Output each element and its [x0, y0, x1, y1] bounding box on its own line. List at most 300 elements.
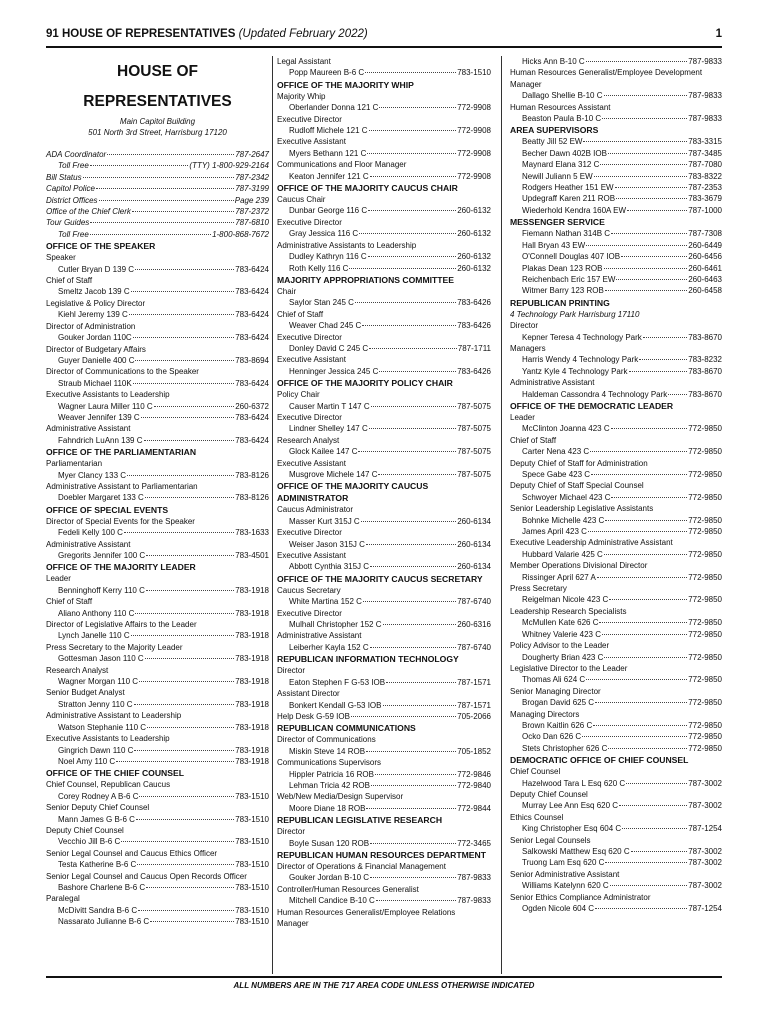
- dot-leader: [121, 841, 234, 842]
- role-title: Deputy Chief Counsel: [46, 825, 124, 835]
- directory-entry: [46, 355, 269, 366]
- entry-phone: 783-6424: [235, 435, 269, 445]
- section-heading: OFFICE OF THE MAJORITY WHIP: [277, 79, 414, 90]
- entry-phone: 783-3679: [688, 194, 722, 204]
- dot-leader: [146, 555, 234, 556]
- entry-phone: 705-1852: [457, 746, 491, 756]
- role-title: Communications Supervisors: [277, 758, 382, 768]
- directory-entry: [510, 526, 722, 537]
- entry-name: Weaver Chad 245 C: [289, 321, 362, 331]
- entry-name: Spece Gabe 423 C: [522, 470, 591, 479]
- dot-leader: [135, 269, 234, 270]
- entry-name: Bill Status: [46, 172, 82, 182]
- column-divider-2: [501, 56, 502, 974]
- entry-name: Newill Juliann 5 EW: [522, 171, 593, 181]
- dot-leader: [129, 314, 234, 315]
- dot-leader: [369, 130, 457, 131]
- role-title: Research Analyst: [46, 665, 109, 675]
- directory-entry: [277, 469, 491, 480]
- entry-name: Vecchio Jill B-6 C: [58, 837, 121, 847]
- entry-phone: 787-5075: [457, 447, 491, 457]
- directory-entry: [277, 205, 491, 216]
- directory-entry: [510, 332, 722, 343]
- dot-leader: [365, 72, 456, 73]
- entry-name: Reichenbach Eric 157 EW: [522, 274, 616, 284]
- entry-phone: 772-9850: [688, 572, 722, 582]
- dot-leader: [668, 394, 687, 395]
- dot-leader: [600, 164, 687, 165]
- entry-phone: 787-1571: [457, 700, 491, 710]
- entry-phone: 783-8670: [688, 366, 722, 376]
- dot-leader: [349, 268, 456, 269]
- entry-name: Carter Nena 423 C: [522, 447, 590, 457]
- directory-entry: [277, 700, 491, 711]
- dot-leader: [371, 406, 457, 407]
- role-title: Member Operations Divisional Director: [510, 561, 648, 571]
- entry-name: ADA Coordinator: [46, 150, 107, 159]
- entry-name: Aliano Anthony 110 C: [58, 608, 135, 618]
- dot-leader: [141, 417, 235, 418]
- role-title: Senior Administrative Assistant: [510, 869, 620, 879]
- role-title: Caucus Secretary: [277, 585, 341, 595]
- directory-entry: [510, 182, 722, 193]
- directory-entry: [510, 193, 722, 204]
- entry-phone: 772-9850: [688, 732, 722, 742]
- dot-leader: [135, 613, 234, 614]
- directory-entry: [46, 492, 269, 503]
- entry-name: Weiser Jason 315J C: [289, 539, 365, 549]
- section-heading: REPUBLICAN INFORMATION TECHNOLOGY: [277, 654, 459, 665]
- directory-entry: [46, 699, 269, 710]
- directory-entry: [510, 572, 722, 583]
- entry-name: Mann James G B-6 C: [58, 814, 135, 824]
- directory-entry: [510, 617, 722, 628]
- dot-leader: [99, 200, 234, 201]
- entry-phone: 783-1918: [235, 677, 269, 687]
- role-title: Senior Budget Analyst: [46, 688, 125, 698]
- role-title: Legal Assistant: [277, 57, 331, 66]
- entry-name: Glock Kailee 147 C: [289, 447, 358, 457]
- directory-entry: [510, 743, 722, 754]
- entry-name: Yantz Kyle 4 Technology Park: [522, 366, 628, 376]
- dot-leader: [131, 291, 235, 292]
- dot-leader: [599, 622, 687, 623]
- directory-entry: [277, 263, 491, 274]
- entry-name: Truong Lam Esq 620 C: [522, 858, 605, 868]
- dot-leader: [639, 359, 687, 360]
- section-heading: OFFICE OF THE MAJORITY CAUCUS SECRETARY: [277, 573, 483, 584]
- entry-name: Guyer Danielle 400 C: [58, 355, 135, 365]
- directory-entry: [46, 229, 269, 240]
- directory-entry: [510, 366, 722, 377]
- directory-entry: [510, 205, 722, 216]
- directory-entry: [510, 285, 722, 296]
- entry-name: Haldeman Cassondra 4 Technology Park: [522, 389, 668, 399]
- entry-name: Nassarato Julianne B-6 C: [58, 917, 150, 927]
- directory-entry: [510, 113, 722, 124]
- directory-entry: [277, 148, 491, 159]
- role-title: Director: [277, 666, 306, 676]
- directory-entry: [510, 778, 722, 789]
- directory-entry: [277, 67, 491, 78]
- entry-name: Cutler Bryan D 139 C: [58, 264, 135, 274]
- directory-entry: [46, 435, 269, 446]
- role-title: Senior Leadership Legislative Assistants: [510, 504, 654, 514]
- dot-leader: [583, 141, 687, 142]
- entry-name: Miskin Steve 14 ROB: [289, 746, 366, 756]
- entry-phone: 772-9850: [688, 652, 722, 662]
- role-title: Chief of Staff: [277, 309, 324, 319]
- directory-entry: [46, 183, 269, 194]
- updated-note: (Updated February 2022): [238, 28, 368, 40]
- entry-name: Bonkert Kendall G-53 IOB: [289, 700, 382, 710]
- dot-leader: [135, 360, 234, 361]
- entry-name: Office of the Chief Clerk: [46, 207, 131, 217]
- directory-entry: [46, 332, 269, 343]
- dot-leader: [133, 383, 235, 384]
- entry-phone: 783-1510: [235, 882, 269, 892]
- entry-name: Becher Dawn 402B IOB: [522, 148, 607, 158]
- role-title: Administrative Assistant: [46, 424, 131, 434]
- entry-phone: 783-8670: [688, 389, 722, 399]
- entry-name: Rodgers Heather 151 EW: [522, 183, 614, 193]
- directory-entry: [510, 171, 722, 182]
- entry-phone: 787-7308: [688, 229, 722, 239]
- directory-entry: [510, 136, 722, 147]
- role-title: Legislative & Policy Director: [46, 298, 146, 308]
- role-title: Chief Counsel, Republican Caucus: [46, 780, 171, 790]
- entry-name: Henninger Jessica 245 C: [289, 366, 379, 376]
- dot-leader: [370, 566, 456, 567]
- entry-phone: 772-9908: [457, 126, 491, 136]
- directory-entry: [510, 240, 722, 251]
- role-title: Senior Managing Director: [510, 686, 601, 696]
- dot-leader: [83, 177, 235, 178]
- directory-entry: [46, 550, 269, 561]
- entry-phone: 783-1918: [235, 631, 269, 641]
- entry-name: Roth Kelly 116 C: [289, 263, 349, 273]
- entry-name: Bashore Charlene B-6 C: [58, 882, 146, 892]
- role-title: Director of Special Events for the Speaker: [46, 516, 195, 526]
- dot-leader: [370, 176, 457, 177]
- dot-leader: [616, 198, 687, 199]
- entry-name: Tour Guides: [46, 218, 90, 228]
- entry-phone: 260-6134: [457, 562, 491, 572]
- entry-phone: 260-6132: [457, 206, 491, 216]
- dot-leader: [359, 233, 456, 234]
- entry-name: Popp Maureen B-6 C: [289, 68, 365, 78]
- directory-entry: [510, 880, 722, 891]
- directory-entry: [277, 125, 491, 136]
- role-title: Director of Administration: [46, 321, 136, 331]
- directory-entry: [46, 836, 269, 847]
- role-title: Chief of Staff: [46, 276, 93, 286]
- dot-leader: [590, 451, 687, 452]
- entry-phone: 787-3002: [688, 858, 722, 868]
- entry-phone: 772-9850: [688, 527, 722, 537]
- entry-name: Gouker Jordan 110C: [58, 333, 132, 343]
- directory-entry: [46, 195, 269, 206]
- directory-entry: [510, 857, 722, 868]
- entry-phone: 787-3002: [688, 881, 722, 891]
- entry-name: Hippler Patricia 16 ROB: [289, 769, 374, 779]
- dot-leader: [375, 774, 456, 775]
- role-title: Director of Operations & Financial Management: [277, 861, 446, 871]
- entry-name: Dunbar George 116 C: [289, 206, 368, 216]
- entry-phone: 783-1510: [235, 860, 269, 870]
- dot-leader: [609, 599, 687, 600]
- directory-entry: [46, 309, 269, 320]
- dot-leader: [594, 176, 687, 177]
- entry-phone: 787-5075: [457, 401, 491, 411]
- dot-leader: [144, 440, 235, 441]
- dot-leader: [154, 406, 234, 407]
- directory-entry: [277, 677, 491, 688]
- entry-phone: 787-1711: [457, 343, 491, 353]
- entry-name: Updegraff Karen 211 ROB: [522, 194, 616, 204]
- dot-leader: [370, 877, 456, 878]
- section-heading: OFFICE OF THE MAJORITY LEADER: [46, 562, 196, 573]
- entry-name: Bohnke Michelle 423 C: [522, 515, 605, 525]
- directory-entry: [510, 263, 722, 274]
- directory-entry: [277, 297, 491, 308]
- dot-leader: [586, 245, 687, 246]
- entry-phone: 783-6426: [457, 366, 491, 376]
- directory-entry: [277, 102, 491, 113]
- entry-phone: 783-8322: [688, 171, 722, 181]
- dot-leader: [604, 554, 687, 555]
- entry-name: Kiehl Jeremy 139 C: [58, 310, 128, 320]
- page-header: [46, 28, 722, 44]
- entry-phone: 772-9850: [688, 515, 722, 525]
- entry-phone: 787-1254: [688, 904, 722, 914]
- role-title: Executive Director: [277, 114, 342, 124]
- entry-name: Myers Bethann 121 C: [289, 148, 367, 158]
- entry-name: Wagner Morgan 110 C: [58, 677, 139, 687]
- directory-entry: [46, 378, 269, 389]
- entry-phone: 260-6132: [457, 263, 491, 273]
- entry-name: Keaton Jennifer 121 C: [289, 171, 369, 181]
- role-title: Deputy Chief of Staff for Administration: [510, 458, 648, 468]
- directory-entry: [510, 594, 722, 605]
- dot-leader: [631, 851, 688, 852]
- entry-phone: 783-8126: [235, 470, 269, 480]
- dot-leader: [371, 785, 456, 786]
- dot-leader: [147, 727, 234, 728]
- role-title: Policy Advisor to the Leader: [510, 641, 610, 651]
- entry-phone: 783-1918: [235, 756, 269, 766]
- role-title: Manager: [510, 79, 542, 89]
- dot-leader: [90, 165, 189, 166]
- role-title: Executive Director: [277, 608, 342, 618]
- dot-leader: [619, 805, 687, 806]
- entry-phone: 787-7080: [688, 160, 722, 170]
- entry-phone: 772-9850: [688, 447, 722, 457]
- entry-name: Dallago Shellie B-10 C: [522, 91, 603, 101]
- role-title: Human Resources Assistant: [510, 102, 611, 112]
- dot-leader: [611, 497, 687, 498]
- dot-leader: [616, 279, 687, 280]
- role-title: Senior Deputy Chief Counsel: [46, 803, 150, 813]
- directory-entry: [510, 629, 722, 640]
- entry-name: Beaston Paula B-10 C: [522, 114, 602, 124]
- entry-name: Rissinger April 627 A: [522, 572, 596, 582]
- directory-entry: [510, 90, 722, 101]
- section-heading: MAJORITY APPROPRIATIONS COMMITTEE: [277, 274, 454, 285]
- dot-leader: [363, 601, 456, 602]
- role-title: Executive Assistant: [277, 458, 346, 468]
- dot-leader: [595, 908, 687, 909]
- entry-name: Kepner Teresa 4 Technology Park: [522, 332, 642, 342]
- role-title: Leader: [510, 412, 535, 422]
- directory-title: 91 HOUSE OF REPRESENTATIVES: [46, 28, 236, 40]
- entry-phone: (TTY) 1-800-929-2164: [189, 161, 269, 171]
- entry-name: Stets Christopher 626 C: [522, 743, 608, 753]
- entry-name: White Martina 152 C: [289, 597, 362, 607]
- entry-name: Murray Lee Ann Esq 620 C: [522, 801, 619, 811]
- entry-name: Donley David C 245 C: [289, 343, 369, 353]
- role-title: Speaker: [46, 253, 76, 263]
- dot-leader: [383, 624, 457, 625]
- entry-phone: 783-8126: [235, 493, 269, 503]
- entry-name: O'Connell Douglas 407 IOB: [522, 252, 621, 262]
- dot-leader: [145, 497, 234, 498]
- directory-entry: [277, 780, 491, 791]
- entry-phone: 783-6424: [235, 264, 269, 274]
- entry-phone: 772-9850: [688, 424, 722, 434]
- dot-leader: [146, 590, 234, 591]
- dot-leader: [591, 474, 687, 475]
- dot-leader: [586, 61, 687, 62]
- entry-name: Hicks Ann B-10 C: [522, 57, 585, 66]
- entry-name: Help Desk G-59 IOB: [277, 711, 350, 721]
- entry-name: Harris Wendy 4 Technology Park: [522, 355, 639, 365]
- entry-name: Ocko Dan 626 C: [522, 732, 582, 742]
- address-line: Main Capitol Building: [119, 117, 196, 126]
- role-title: Communications and Floor Manager: [277, 160, 407, 170]
- role-title: Policy Chair: [277, 390, 320, 400]
- dot-leader: [358, 451, 456, 452]
- dot-leader: [366, 808, 456, 809]
- entry-name: District Offices: [46, 195, 98, 205]
- role-title: Leader: [46, 574, 71, 584]
- role-title: Leadership Research Specialists: [510, 606, 627, 616]
- directory-column-1: [46, 56, 269, 928]
- role-title: Press Secretary: [510, 584, 567, 594]
- directory-entry: [510, 354, 722, 365]
- directory-entry: [46, 722, 269, 733]
- entry-phone: 787-3002: [688, 801, 722, 811]
- dot-leader: [355, 302, 456, 303]
- role-title: Caucus Administrator: [277, 505, 354, 515]
- directory-entry: [46, 412, 269, 423]
- dot-leader: [588, 531, 687, 532]
- entry-name: Toll Free: [58, 161, 89, 171]
- dot-leader: [146, 887, 234, 888]
- dot-leader: [139, 681, 234, 682]
- entry-name: Hazelwood Tara L Esq 620 C: [522, 778, 626, 788]
- entry-phone: 260-6372: [235, 401, 269, 411]
- entry-phone: 772-9850: [688, 618, 722, 628]
- dot-leader: [133, 337, 235, 338]
- entry-name: Maynard Elana 312 C: [522, 160, 600, 170]
- entry-name: Fahndrich LuAnn 139 C: [58, 435, 143, 445]
- dot-leader: [136, 819, 234, 820]
- entry-name: Plakas Dean 123 ROB: [522, 263, 603, 273]
- entry-phone: 260-6461: [688, 263, 722, 273]
- entry-name: Gouker Jordan B-10 C: [289, 873, 370, 883]
- dot-leader: [379, 107, 456, 108]
- role-title: Executive Director: [277, 332, 342, 342]
- entry-name: Gottesman Jason 110 C: [58, 654, 144, 664]
- role-title: Assistant Director: [277, 689, 340, 699]
- entry-phone: 260-6463: [688, 274, 722, 284]
- entry-phone: 783-1918: [235, 699, 269, 709]
- section-heading: REPUBLICAN HUMAN RESOURCES DEPARTMENT: [277, 849, 486, 860]
- entry-phone: 705-2066: [457, 711, 491, 721]
- entry-name: Boyle Susan 120 ROB: [289, 838, 370, 848]
- entry-phone: 772-9908: [457, 148, 491, 158]
- role-title: Senior Legal Counsels: [510, 835, 591, 845]
- role-title: Director of Communications to the Speaker: [46, 367, 199, 377]
- entry-phone: 260-6316: [457, 620, 491, 630]
- entry-phone: 1-800-868-7672: [212, 229, 269, 239]
- directory-entry: [510, 800, 722, 811]
- dot-leader: [139, 796, 234, 797]
- directory-entry: [46, 264, 269, 275]
- directory-entry: [510, 731, 722, 742]
- directory-entry: [277, 343, 491, 354]
- entry-name: Brown Kaitlin 626 C: [522, 720, 593, 730]
- dot-leader: [137, 864, 234, 865]
- role-title: Administrative Assistant to Leadership: [46, 711, 182, 721]
- directory-entry: [277, 711, 491, 722]
- directory-entry: [277, 769, 491, 780]
- entry-phone: 783-1510: [457, 68, 491, 78]
- directory-entry: [277, 642, 491, 653]
- entry-phone: 787-1254: [688, 824, 722, 834]
- role-title: Director of Legislative Affairs to the Leader: [46, 620, 197, 630]
- entry-phone: 772-3465: [457, 838, 491, 848]
- role-title: Manager: [277, 919, 309, 928]
- directory-heading: HOUSE OF: [117, 63, 198, 80]
- entry-name: Witmer Barry 123 ROB: [522, 286, 604, 296]
- entry-phone: 772-9850: [688, 492, 722, 502]
- address-line: 4 Technology Park Harrisburg 17110: [510, 309, 640, 319]
- dot-leader: [622, 828, 687, 829]
- directory-column-3: [510, 56, 722, 914]
- dot-leader: [90, 222, 234, 223]
- entry-name: Gray Jessica 116 C: [289, 229, 359, 239]
- role-title: Executive Director: [277, 528, 342, 538]
- entry-name: Ogden Nicole 604 C: [522, 904, 595, 914]
- page-number: 1: [715, 28, 722, 40]
- entry-phone: 783-6424: [235, 287, 269, 297]
- entry-phone: 783-4501: [235, 551, 269, 560]
- role-title: Administrative Assistant: [277, 631, 362, 641]
- entry-name: McMullen Kate 626 C: [522, 618, 599, 628]
- dot-leader: [605, 290, 687, 291]
- entry-name: Mulhall Christopher 152 C: [289, 620, 382, 630]
- dot-leader: [378, 474, 456, 475]
- directory-entry: [277, 872, 491, 883]
- section-heading: ADMINISTRATOR: [277, 493, 349, 504]
- section-heading: OFFICE OF THE CHIEF COUNSEL: [46, 768, 184, 779]
- dot-leader: [643, 337, 687, 338]
- role-title: Director of Communications: [277, 735, 376, 745]
- entry-name: Myer Clancy 133 C: [58, 470, 127, 480]
- dot-leader: [611, 233, 687, 234]
